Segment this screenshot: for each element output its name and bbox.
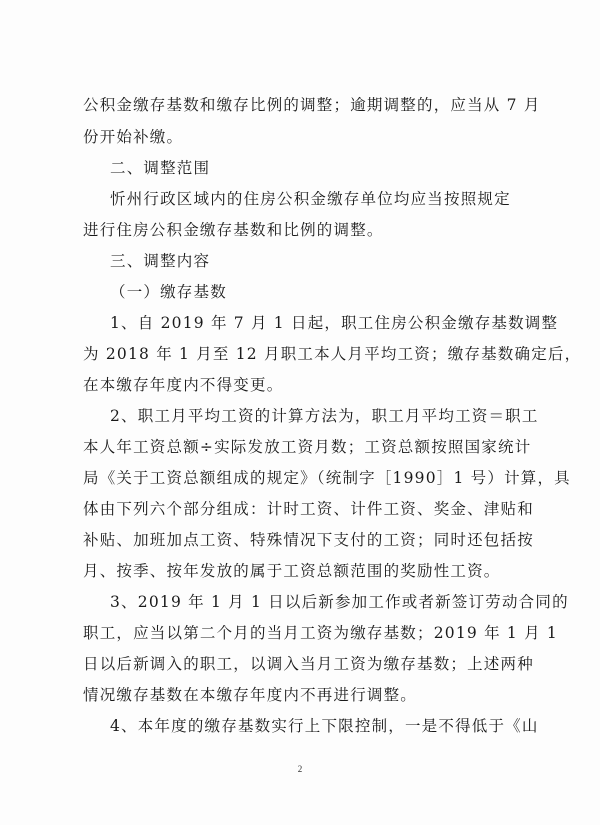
body-line: 公积金缴存基数和缴存比例的调整；逾期调整的，应当从 7 月 xyxy=(83,96,541,114)
body-line: 2、职工月平均工资的计算方法为，职工月平均工资＝职工 xyxy=(110,407,539,425)
body-line: 4、本年度的缴存基数实行上下限控制，一是不得低于《山 xyxy=(110,717,539,735)
body-line: 职工，应当以第二个月的当月工资为缴存基数；2019 年 1 月 1 xyxy=(83,624,558,642)
page-number: 2 xyxy=(297,764,303,774)
body-line: 月、按季、按年发放的属于工资总额范围的奖励性工资。 xyxy=(83,562,501,580)
body-line: 体由下列六个部分组成：计时工资、计件工资、奖金、津贴和 xyxy=(83,500,534,518)
body-line: 忻州行政区域内的住房公积金缴存单位均应当按照规定 xyxy=(110,190,511,208)
body-line: 为 2018 年 1 月至 12 月职工本人月平均工资；缴存基数确定后， xyxy=(83,345,582,363)
body-line: 1、自 2019 年 7 月 1 日起，职工住房公积金缴存基数调整 xyxy=(110,314,559,332)
body-line: 日以后新调入的职工，以调入当月工资为缴存基数；上述两种 xyxy=(83,655,534,673)
body-line: 情况缴存基数在本缴存年度内不再进行调整。 xyxy=(83,686,418,704)
body-line: 3、2019 年 1 月 1 日以后新参加工作或者新签订劳动合同的 xyxy=(110,593,569,611)
body-line: 在本缴存年度内不得变更。 xyxy=(83,376,284,394)
section-heading-scope: 二、调整范围 xyxy=(110,159,211,177)
body-line: 补贴、加班加点工资、特殊情况下支付的工资；同时还包括按 xyxy=(83,531,534,549)
subsection-heading-base: （一）缴存基数 xyxy=(110,283,227,301)
body-line: 份开始补缴。 xyxy=(83,128,184,146)
body-line: 本人年工资总额÷实际发放工资月数；工资总额按照国家统计 xyxy=(83,438,532,456)
body-line: 局《关于工资总额组成的规定》（统制字［1990］1 号）计算，具 xyxy=(83,469,571,487)
body-line: 进行住房公积金缴存基数和比例的调整。 xyxy=(83,221,384,239)
section-heading-content: 三、调整内容 xyxy=(110,252,211,270)
